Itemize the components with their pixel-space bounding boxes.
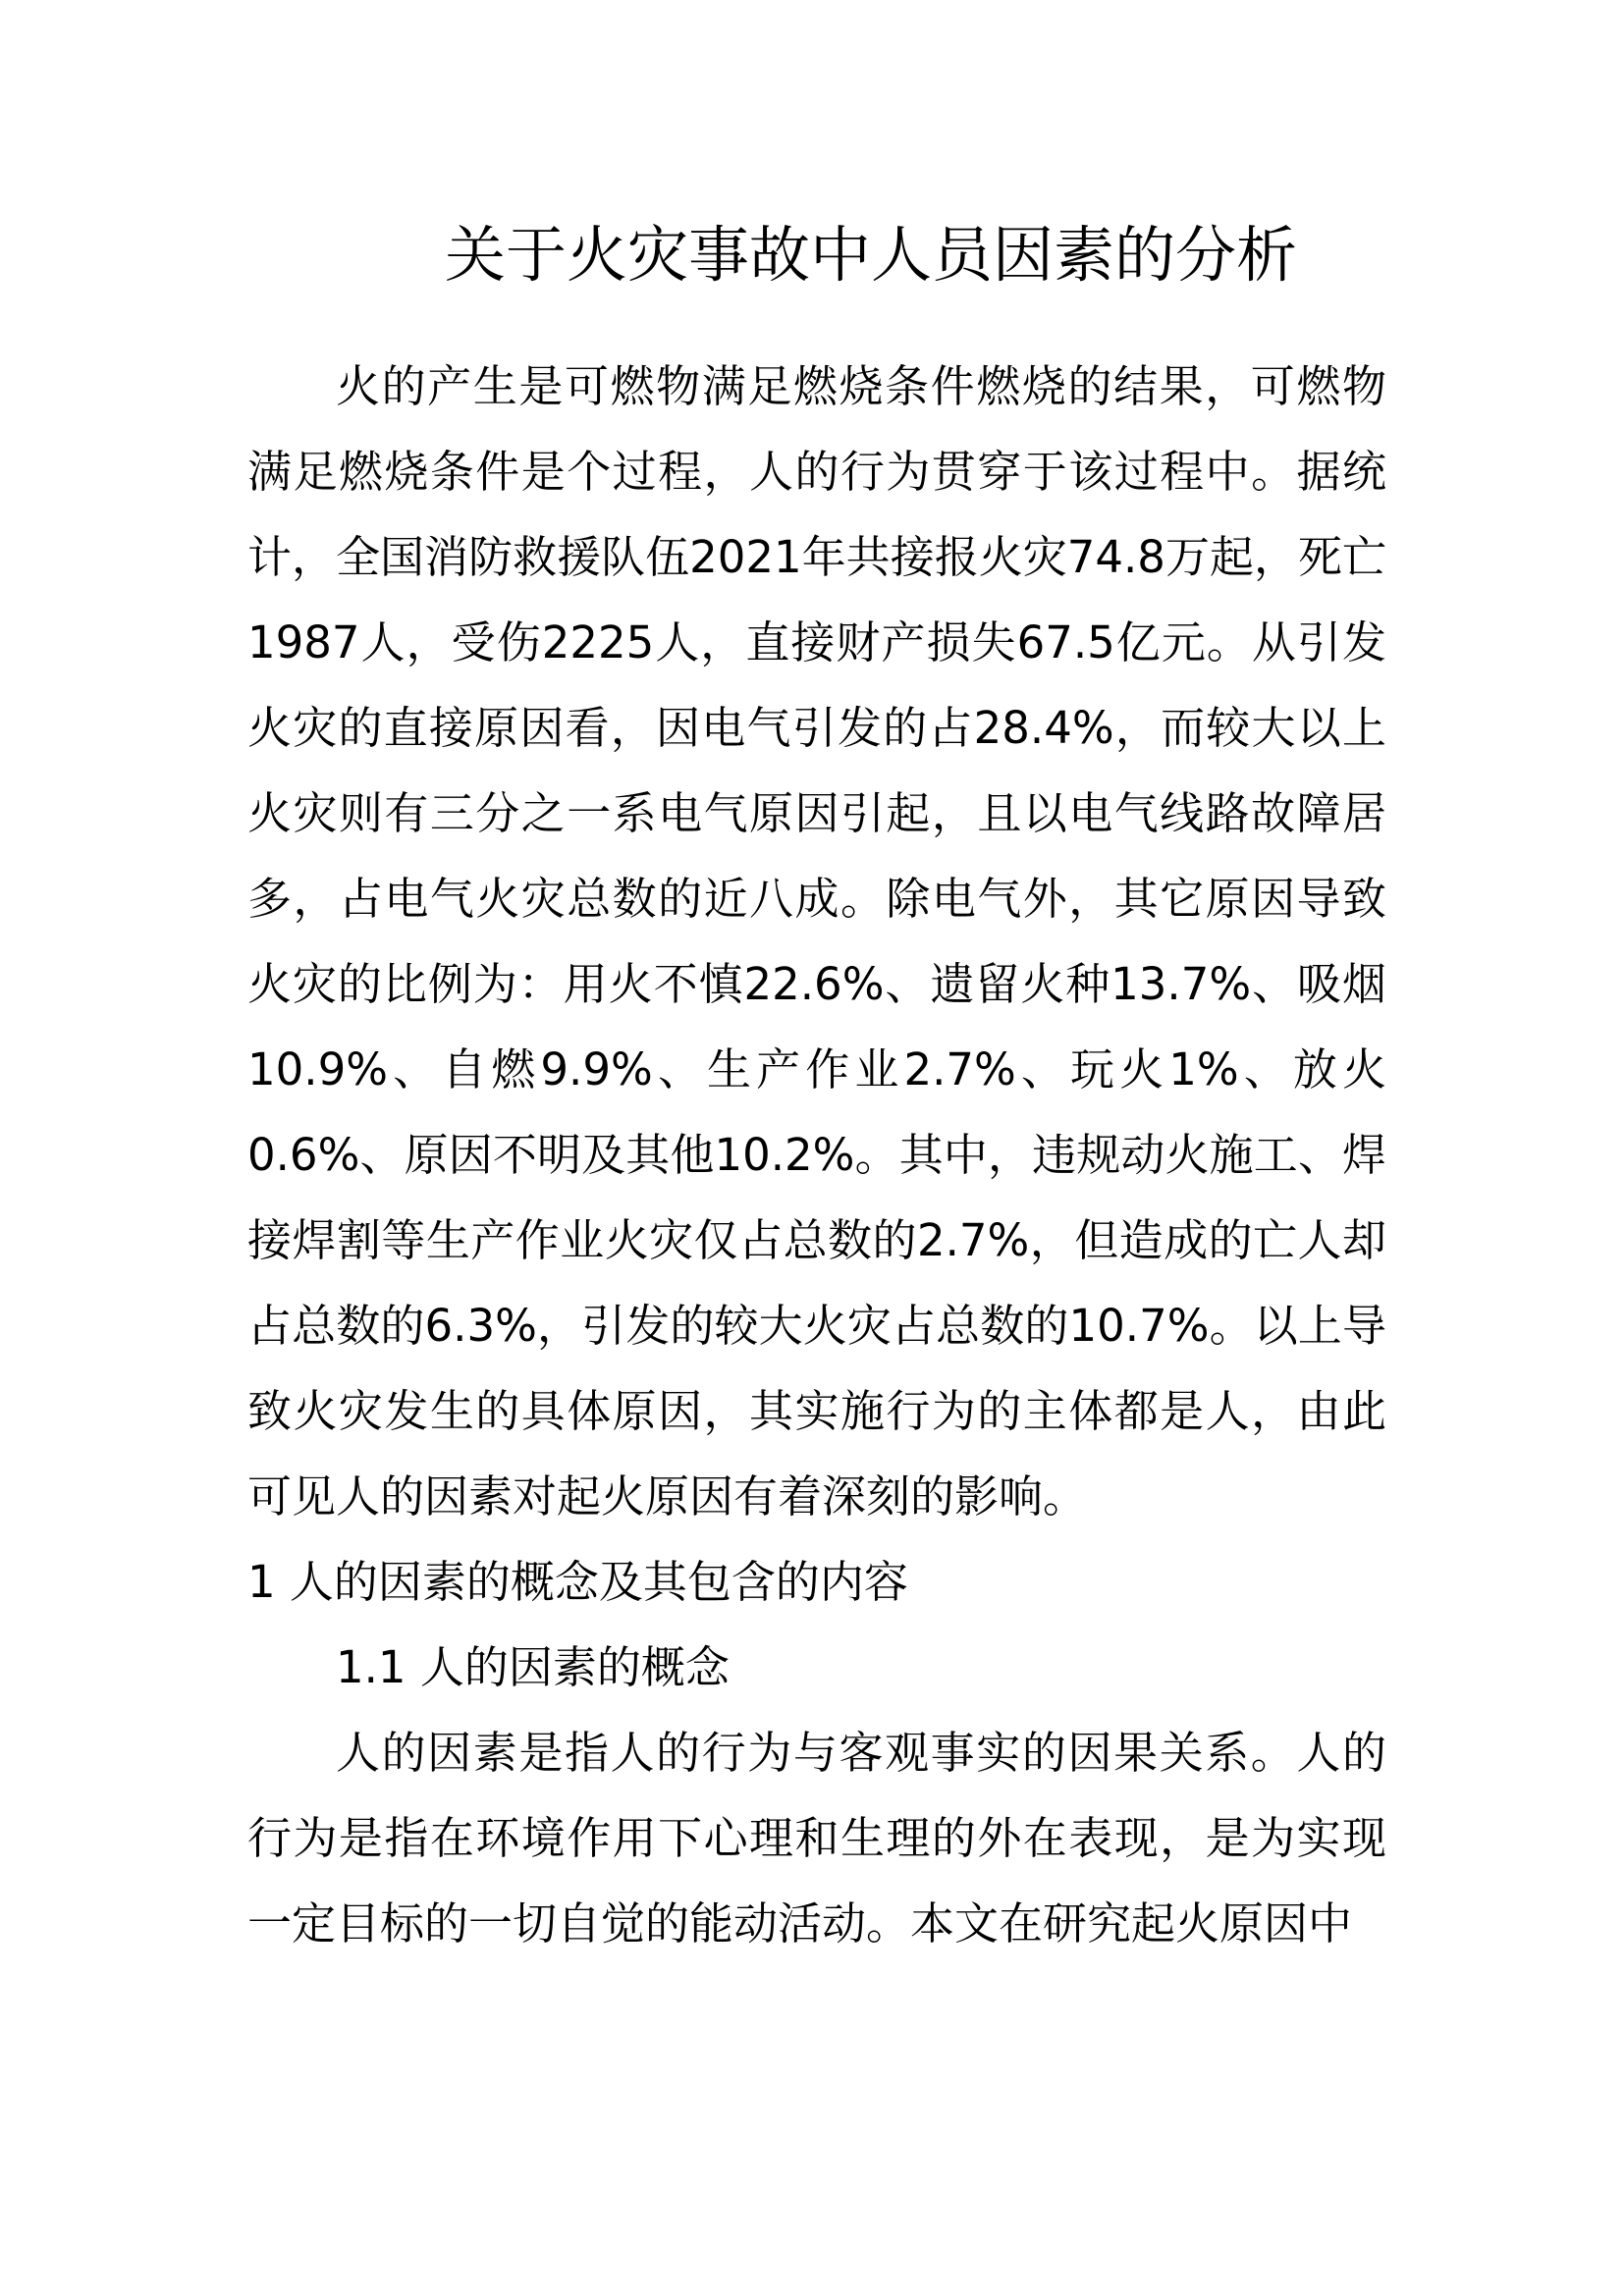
intro-paragraph: 火的产生是可燃物满足燃烧条件燃烧的结果，可燃物满足燃烧条件是个过程，人的行为贯穿于该过程中。据统计，全国消防救援队伍2021年共接报火灾74.8万起，死亡1987人，受伤2225人，直接财产损失67.5亿元。从引发火灾的直接原因看，因电气引发的占28.4%，而较大以上火灾则有三分之一系电气原因引起，且以电气线路故障居多，占电气火灾总数的近八成。除电气外，其它原因导致火灾的比例为：用火不慎22.6%、遗留火种13.7%、吸烟10.9%、自燃9.9%、生产作业2.7%、玩火1%、放火0.6%、原因不明及其他10.2%。其中，违规动火施工、焊接焊割等生产作业火灾仅占总数的2.7%，但造成的亡人却占总数的6.3%，引发的较大火灾占总数的10.7%。以上导致火灾发生的具体原因，其实施行为的主体都是人，由此可见人的因素对起火原因有着深刻的影响。 <box>247 360 1386 1522</box>
section-1-1-paragraph: 人的因素是指人的行为与客观事实的因果关系。人的行为是指在环境作用下心理和生理的外在表现，是为实现一定目标的一切自觉的能动活动。本文在研究起火原因中 <box>247 1727 1386 1949</box>
document-body <box>247 344 1386 1966</box>
document-title: 关于火灾事故中人员因素的分析 <box>444 219 1297 291</box>
section-1-heading: 1 人的因素的概念及其包含的内容 <box>247 1556 908 1608</box>
section-1-1-heading: 1.1 人的因素的概念 <box>336 1641 730 1693</box>
